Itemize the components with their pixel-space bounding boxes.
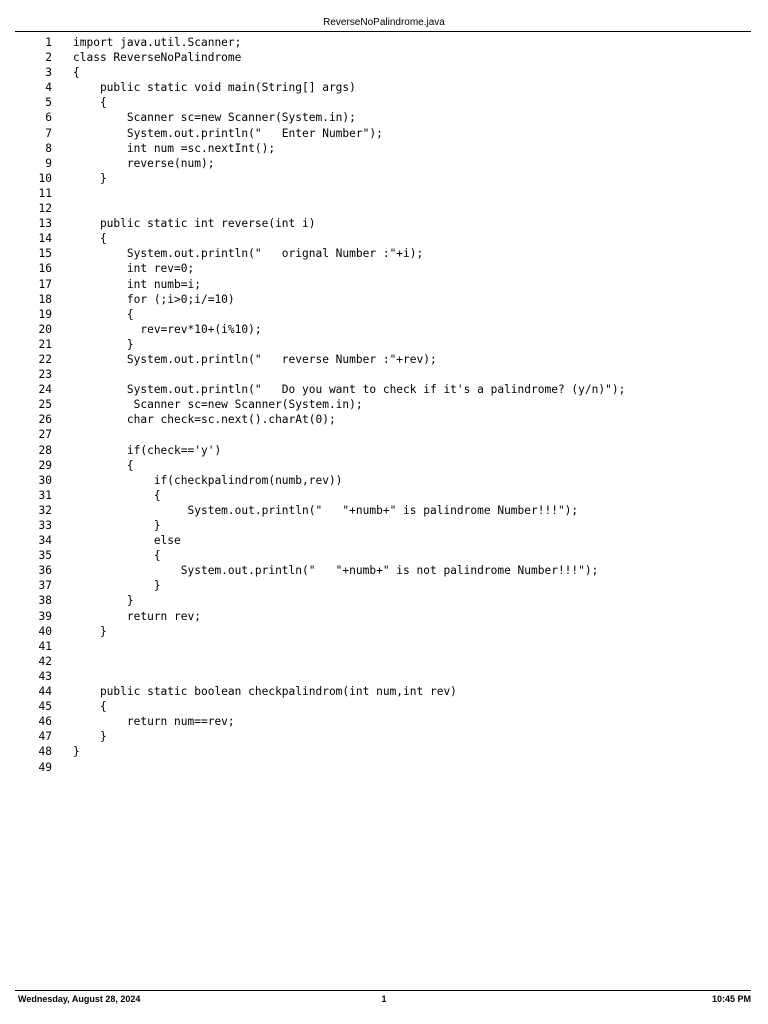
line-number: 43 [38, 669, 52, 683]
code-line [0, 110, 768, 125]
code-text: public static boolean checkpalindrom(int num,int rev) [73, 685, 457, 699]
code-line [0, 261, 768, 276]
line-number: 41 [38, 639, 52, 653]
line-number: 15 [38, 247, 52, 261]
code-line [0, 533, 768, 548]
line-number: 37 [38, 579, 52, 593]
line-number: 28 [38, 443, 52, 457]
code-line [0, 684, 768, 699]
code-line [0, 578, 768, 593]
code-line [0, 699, 768, 714]
document-title: ReverseNoPalindrome.java [323, 17, 445, 28]
code-line [0, 729, 768, 744]
code-line [0, 609, 768, 624]
code-line [0, 669, 768, 684]
code-text: else [73, 534, 181, 548]
code-line [0, 80, 768, 95]
code-text: Scanner sc=new Scanner(System.in); [73, 111, 356, 125]
line-number: 42 [38, 654, 52, 668]
line-number: 44 [38, 685, 52, 699]
code-line [0, 473, 768, 488]
code-text: } [73, 519, 161, 532]
code-line [0, 186, 768, 201]
line-number: 48 [38, 745, 52, 759]
line-number: 22 [38, 352, 52, 366]
line-number: 45 [38, 700, 52, 714]
code-text: } [73, 337, 134, 351]
code-line [0, 382, 768, 397]
code-text: class ReverseNoPalindrome [73, 51, 242, 65]
code-text: for (;i>0;i/=10) [73, 292, 235, 306]
line-number: 5 [45, 96, 52, 110]
code-line [0, 412, 768, 427]
line-number: 35 [38, 549, 52, 563]
line-number: 27 [38, 428, 52, 442]
code-text: { [73, 307, 134, 321]
code-line [0, 397, 768, 412]
line-number: 31 [38, 488, 52, 502]
code-line [0, 714, 768, 729]
code-text: System.out.println(" Enter Number"); [73, 126, 383, 140]
line-number: 1 [45, 36, 52, 49]
code-text: { [73, 700, 107, 714]
line-number: 26 [38, 413, 52, 427]
line-number: 39 [38, 609, 52, 623]
line-number: 8 [45, 141, 52, 155]
line-number: 47 [38, 730, 52, 744]
code-text: char check=sc.next().charAt(0); [73, 413, 336, 427]
code-line [0, 488, 768, 503]
code-text: System.out.println(" orignal Number :"+i); [73, 247, 424, 261]
code-text: reverse(num); [73, 156, 215, 170]
line-number: 11 [38, 186, 52, 200]
code-text: } [73, 594, 134, 608]
code-text: { [73, 458, 134, 472]
line-number: 38 [38, 594, 52, 608]
code-line [0, 352, 768, 367]
code-text: if(checkpalindrom(numb,rev)) [73, 473, 343, 487]
code-text: public static void main(String[] args) [73, 81, 356, 95]
code-text: rev=rev*10+(i%10); [73, 322, 262, 336]
code-text: System.out.println(" "+numb+" is not palindrome Number!!!"); [73, 564, 599, 578]
code-text: public static int reverse(int i) [73, 217, 316, 231]
line-number: 25 [38, 398, 52, 412]
code-line [0, 548, 768, 563]
code-line [0, 760, 768, 775]
code-line [0, 443, 768, 458]
code-text: System.out.println(" "+numb+" is palindrome Number!!!"); [73, 503, 579, 517]
code-line [0, 593, 768, 608]
line-number: 20 [38, 322, 52, 336]
code-line [0, 65, 768, 80]
code-line [0, 337, 768, 352]
code-listing [0, 35, 768, 775]
code-text: { [73, 96, 107, 110]
line-number: 36 [38, 564, 52, 578]
line-number: 17 [38, 277, 52, 291]
header-divider [15, 31, 751, 32]
line-number: 16 [38, 262, 52, 276]
code-text: } [73, 745, 80, 759]
code-text: import java.util.Scanner; [73, 36, 242, 49]
line-number: 33 [38, 519, 52, 532]
footer-divider [15, 990, 751, 991]
line-number: 49 [38, 760, 52, 774]
line-number: 30 [38, 473, 52, 487]
line-number: 24 [38, 383, 52, 397]
line-number: 4 [45, 81, 52, 95]
code-line [0, 458, 768, 473]
code-line [0, 95, 768, 110]
code-line [0, 277, 768, 292]
code-text: int rev=0; [73, 262, 195, 276]
line-number: 32 [38, 503, 52, 517]
code-text: { [73, 66, 80, 80]
code-line [0, 156, 768, 171]
code-line [0, 639, 768, 654]
line-number: 46 [38, 715, 52, 729]
line-number: 13 [38, 217, 52, 231]
line-number: 23 [38, 368, 52, 382]
code-text: return num==rev; [73, 715, 235, 729]
code-line [0, 246, 768, 261]
code-line [0, 427, 768, 442]
code-text: { [73, 549, 161, 563]
code-text: } [73, 171, 107, 185]
code-text: } [73, 579, 161, 593]
code-line [0, 216, 768, 231]
code-line [0, 563, 768, 578]
line-number: 2 [45, 51, 52, 65]
code-line [0, 231, 768, 246]
code-line [0, 744, 768, 759]
footer-date: Wednesday, August 28, 2024 [18, 994, 141, 1004]
line-number: 12 [38, 202, 52, 216]
code-text: { [73, 488, 161, 502]
footer-page-number: 1 [381, 994, 387, 1004]
line-number: 14 [38, 232, 52, 246]
code-text: System.out.println(" reverse Number :"+rev); [73, 352, 437, 366]
code-text: int num =sc.nextInt(); [73, 141, 276, 155]
line-number: 40 [38, 624, 52, 638]
code-line [0, 307, 768, 322]
code-line [0, 35, 768, 50]
line-number: 6 [45, 111, 52, 125]
code-line [0, 367, 768, 382]
code-text: } [73, 730, 107, 744]
code-line [0, 292, 768, 307]
code-line [0, 503, 768, 518]
code-text: { [73, 232, 107, 246]
line-number: 19 [38, 307, 52, 321]
code-line [0, 141, 768, 156]
code-line [0, 50, 768, 65]
code-line [0, 654, 768, 669]
line-number: 21 [38, 337, 52, 351]
code-line [0, 171, 768, 186]
code-text: System.out.println(" Do you want to check if it's a palindrome? (y/n)"); [73, 383, 626, 397]
line-number: 3 [45, 66, 52, 80]
line-number: 34 [38, 534, 52, 548]
code-line [0, 126, 768, 141]
code-text: return rev; [73, 609, 201, 623]
line-number: 29 [38, 458, 52, 472]
footer-time: 10:45 PM [711, 994, 751, 1004]
line-number: 7 [45, 126, 52, 140]
code-line [0, 518, 768, 533]
code-text: int numb=i; [73, 277, 201, 291]
line-number: 10 [38, 171, 52, 185]
code-line [0, 201, 768, 216]
line-number: 18 [38, 292, 52, 306]
code-text: if(check=='y') [73, 443, 222, 457]
code-text: Scanner sc=new Scanner(System.in); [73, 398, 363, 412]
code-text: } [73, 624, 107, 638]
line-number: 9 [45, 156, 52, 170]
code-line [0, 322, 768, 337]
code-line [0, 624, 768, 639]
